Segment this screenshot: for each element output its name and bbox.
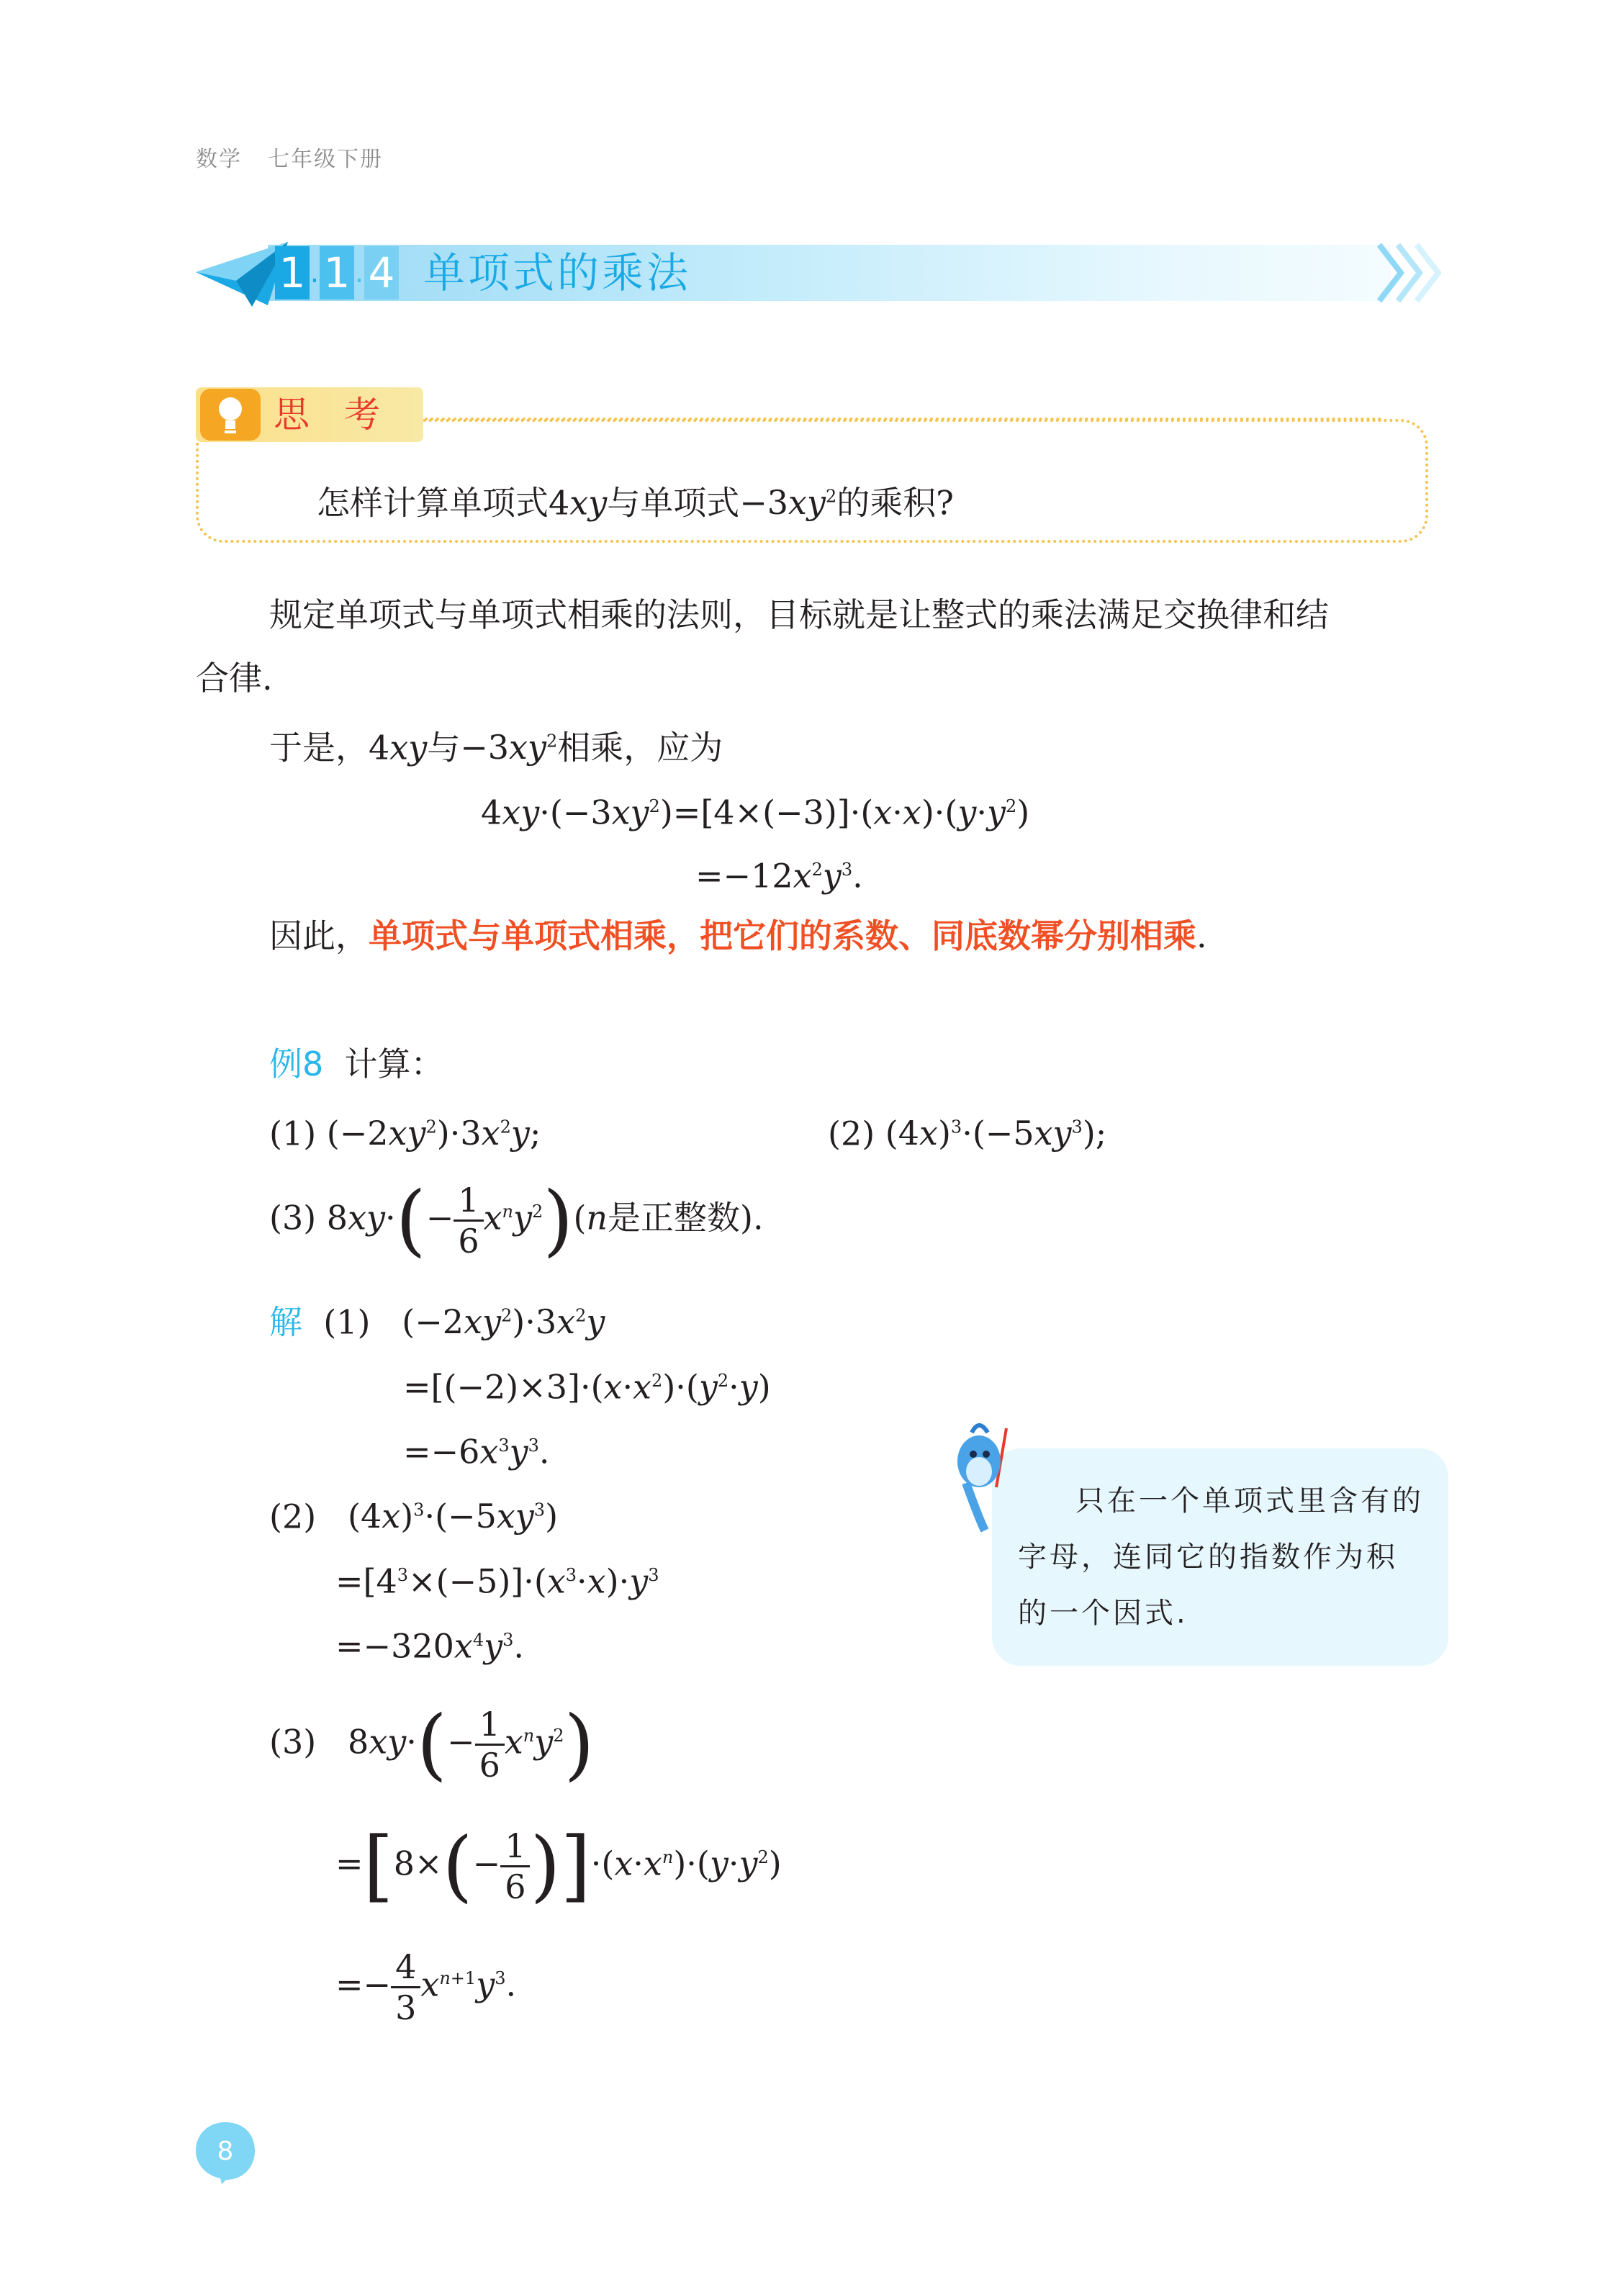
think-divider	[425, 418, 1382, 420]
solution-3-line-3: =− $\frac{4}{3}$ $x^{n+1}y^3$.	[335, 1947, 517, 2027]
header-book: 七年级下册	[268, 147, 383, 172]
example-label: 例8	[269, 1045, 324, 1083]
page-number: 8	[217, 2137, 234, 2166]
section-number-2: 1	[320, 246, 354, 299]
paragraph-1: 规定单项式与单项式相乘的法则，目标就是让整式的乘法满足交换律和结	[269, 595, 1329, 634]
rule-end: .	[1196, 916, 1207, 955]
para2-math-2: $-3xy^2$	[460, 728, 558, 767]
section-number-3: 4	[364, 246, 399, 299]
problem-3-note: 是正整数).	[608, 1198, 764, 1237]
solution-2-line-1: (2) $(4x)^3\cdot(-5xy^3)$	[269, 1497, 559, 1536]
problem-1	[269, 1096, 541, 1165]
para2-post: 相乘，应为	[557, 728, 723, 767]
dolphin-mascot-icon	[944, 1411, 1024, 1533]
problem-1-label: (1)	[269, 1114, 317, 1153]
rule-pre: 因此，	[269, 916, 369, 955]
section-banner	[196, 238, 1441, 308]
solution-2-label: (2)	[269, 1497, 317, 1536]
para2-pre: 于是，	[269, 728, 369, 767]
solution-2-line-3: $=-320x^4y^3$.	[335, 1626, 525, 1666]
example-title: 计算：	[344, 1045, 444, 1083]
problem-3-label: (3)	[269, 1198, 317, 1237]
solution-3-line-1: (3) 8xy·(− $\frac{1}{6}$ $x^ny^2$)	[269, 1699, 595, 1790]
para2-mid: 与	[427, 728, 461, 767]
lightbulb-icon	[200, 389, 261, 441]
tip-text: 只在一个单项式里含有的字母，连同它的指数作为积的一个因式.	[1018, 1484, 1424, 1630]
think-question	[317, 465, 954, 534]
derivation-line-2: $=-12x^2y^3$.	[695, 856, 863, 896]
think-math-2: $-3xy^2$	[739, 483, 837, 523]
solution-1-line-3: $=-6x^3y^3$.	[403, 1432, 550, 1471]
tip-bubble	[992, 1448, 1448, 1666]
solution-1-label: (1)	[323, 1302, 371, 1342]
solution-1-line-1: 解 (1) $(-2xy^2)\cdot 3x^2y$	[269, 1302, 605, 1342]
think-math-1: 4xy	[549, 483, 608, 523]
section-number-1: 1	[275, 246, 310, 299]
running-header	[196, 141, 383, 173]
chevrons-icon	[1372, 238, 1441, 308]
problem-3: (3) 8xy·(− $\frac{1}{6}$ $x^ny^2)(n$是正整数).	[269, 1175, 764, 1266]
solution-2-line-2: $=[4^3\times(-5)]\cdot(x^3\cdot x)\cdot y^3$	[335, 1561, 659, 1601]
think-question-mid: 与单项式	[607, 483, 740, 523]
section-title: 单项式的乘法	[423, 248, 692, 297]
solution-3-label: (3)	[269, 1722, 317, 1762]
think-label: 思考	[274, 394, 415, 436]
section-dot-1: .	[310, 256, 320, 289]
derivation-line-1: $4xy\cdot(-3xy^2)=[4\times(-3)]\cdot(x\cdot x)\cdot(y\cdot y^2)$	[481, 793, 1030, 832]
rule-paragraph	[269, 904, 1207, 968]
problem-2-expr: $(4x)^3\cdot(-5xy^3)$;	[885, 1114, 1107, 1153]
para2-math-1: 4xy	[369, 728, 428, 767]
rule-text: 单项式与单项式相乘，把它们的系数、同底数幂分别相乘	[369, 916, 1196, 955]
header-subject: 数学	[196, 147, 242, 172]
problem-2-label: (2)	[828, 1114, 875, 1153]
paragraph-2	[269, 710, 723, 779]
solution-3-line-2: =[8×(− $\frac{1}{6}$ )]$\cdot(x\cdot x^n)\cdot(y\cdot y^2)$	[335, 1821, 782, 1911]
example-heading	[269, 1032, 444, 1096]
problem-2	[828, 1096, 1106, 1165]
problem-1-expr: $(-2xy^2)\cdot 3x^2y$;	[326, 1114, 541, 1153]
paragraph-1-cont: 合律.	[196, 659, 273, 698]
section-dot-2: .	[354, 256, 364, 289]
solution-1-line-2: $=[(-2)\times 3]\cdot(x\cdot x^2)\cdot(y^2\cdot y)$	[403, 1367, 771, 1407]
think-question-post: 的乘积?	[836, 483, 954, 523]
think-question-pre: 怎样计算单项式	[317, 483, 549, 523]
solution-label: 解	[269, 1302, 302, 1342]
